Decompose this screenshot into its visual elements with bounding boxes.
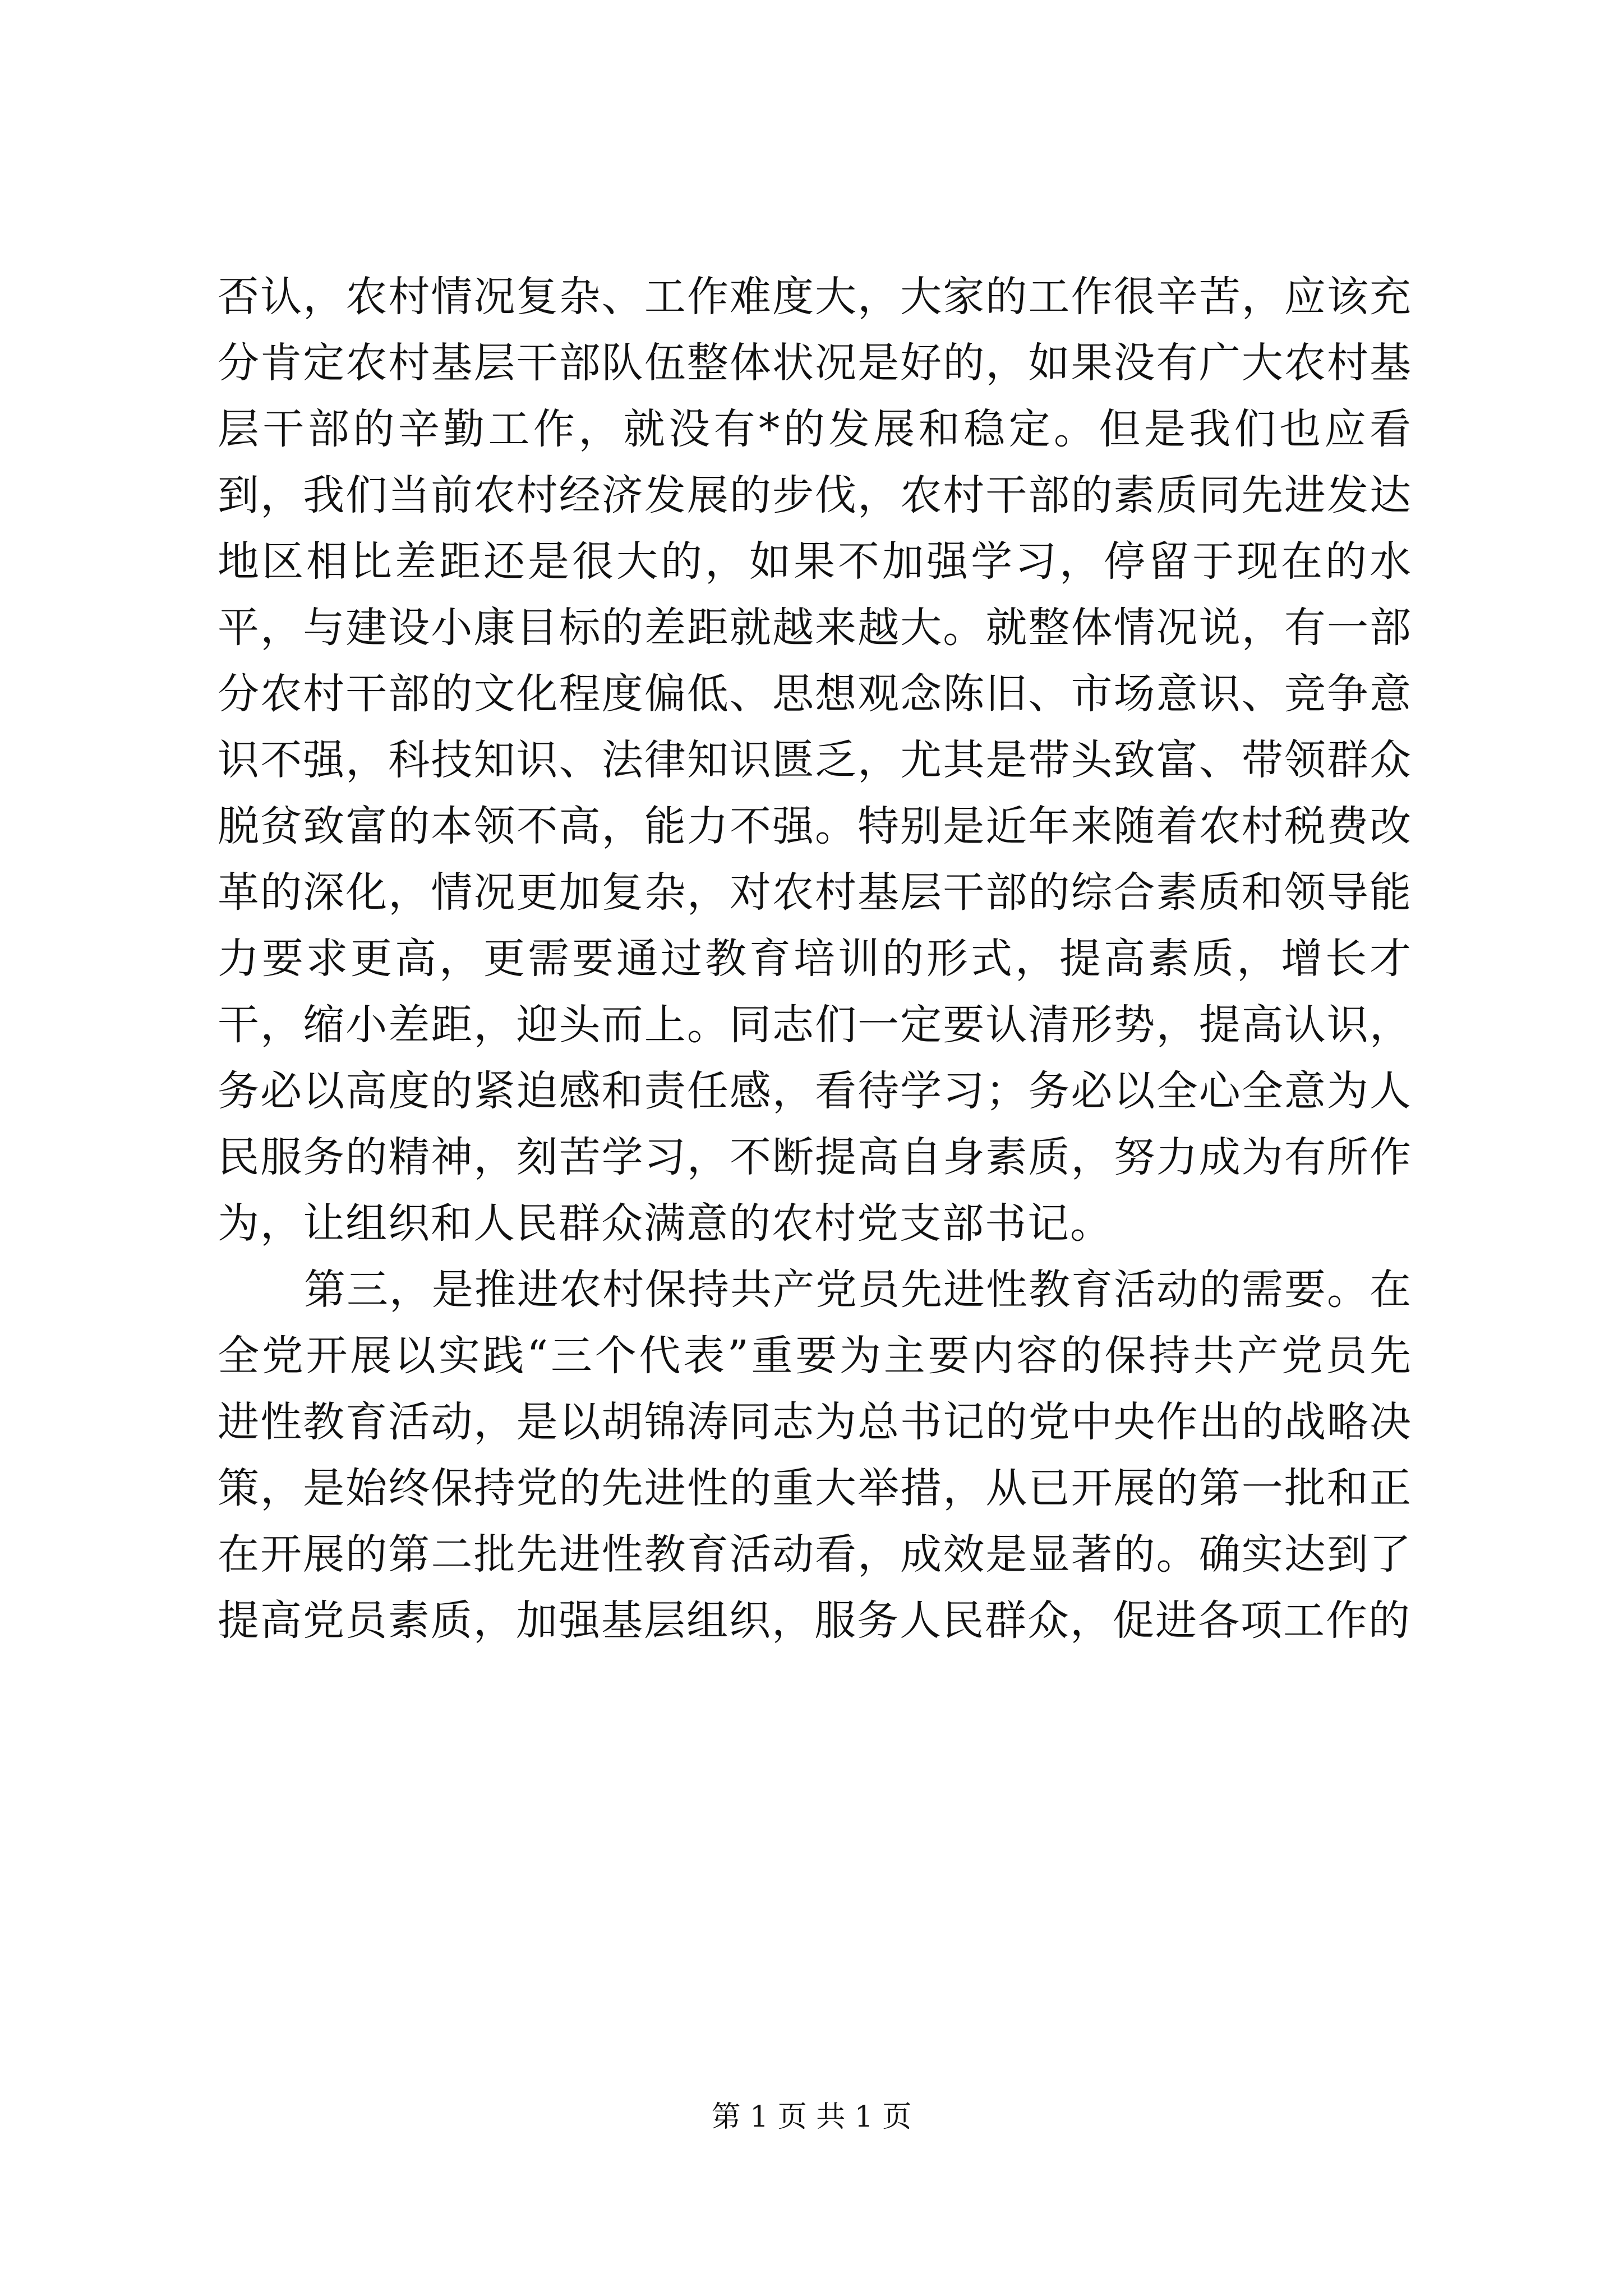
paragraph-1: 否认，农村情况复杂、工作难度大，大家的工作很辛苦，应该充分肯定农村基层干部队伍整体状况是好的，如果没有广大农村基层干部的辛勤工作，就没有*的发展和稳定。但是我们也应看到，我们当前农村经济发展的步伐，农村干部的素质同先进发达地区相比差距还是很大的，如果不加强学习，停留于现在的水平，与建设小康目标的差距就越来越大。就整体情况说，有一部分农村干部的文化程度偏低、思想观念陈旧、市场意识、竞争意识不强，科技知识、法律知识匮乏，尤其是带头致富、带领群众脱贫致富的本领不高，能力不强。特别是近年来随着农村税费改革的深化，情况更加复杂，对农村基层干部的综合素质和领导能力要求更高，更需要通过教育培训的形式，提高素质，增长才干，缩小差距，迎头而上。同志们一定要认清形势，提高认识，务必以高度的紧迫感和责任感，看待学习；务必以全心全意为人民服务的精神，刻苦学习，不断提高自身素质，努力成为有所作为，让组织和人民群众满意的农村党支部书记。 <box>218 273 1412 1248</box>
page-footer: 第 1 页 共 1 页 <box>711 2100 912 2134</box>
paragraph-2: 第三，是推进农村保持共产党员先进性教育活动的需要。在全党开展以实践“三个代表”重要为主要内容的保持共产党员先进性教育活动，是以胡锦涛同志为总书记的党中央作出的战略决策，是始终保持党的先进性的重大举措，从已开展的第一批和正在开展的第二批先进性教育活动看，成效是显著的。确实达到了提高党员素质，加强基层组织，服务人民群众，促进各项工作的 <box>218 1266 1412 1645</box>
document-body <box>218 264 1412 1654</box>
